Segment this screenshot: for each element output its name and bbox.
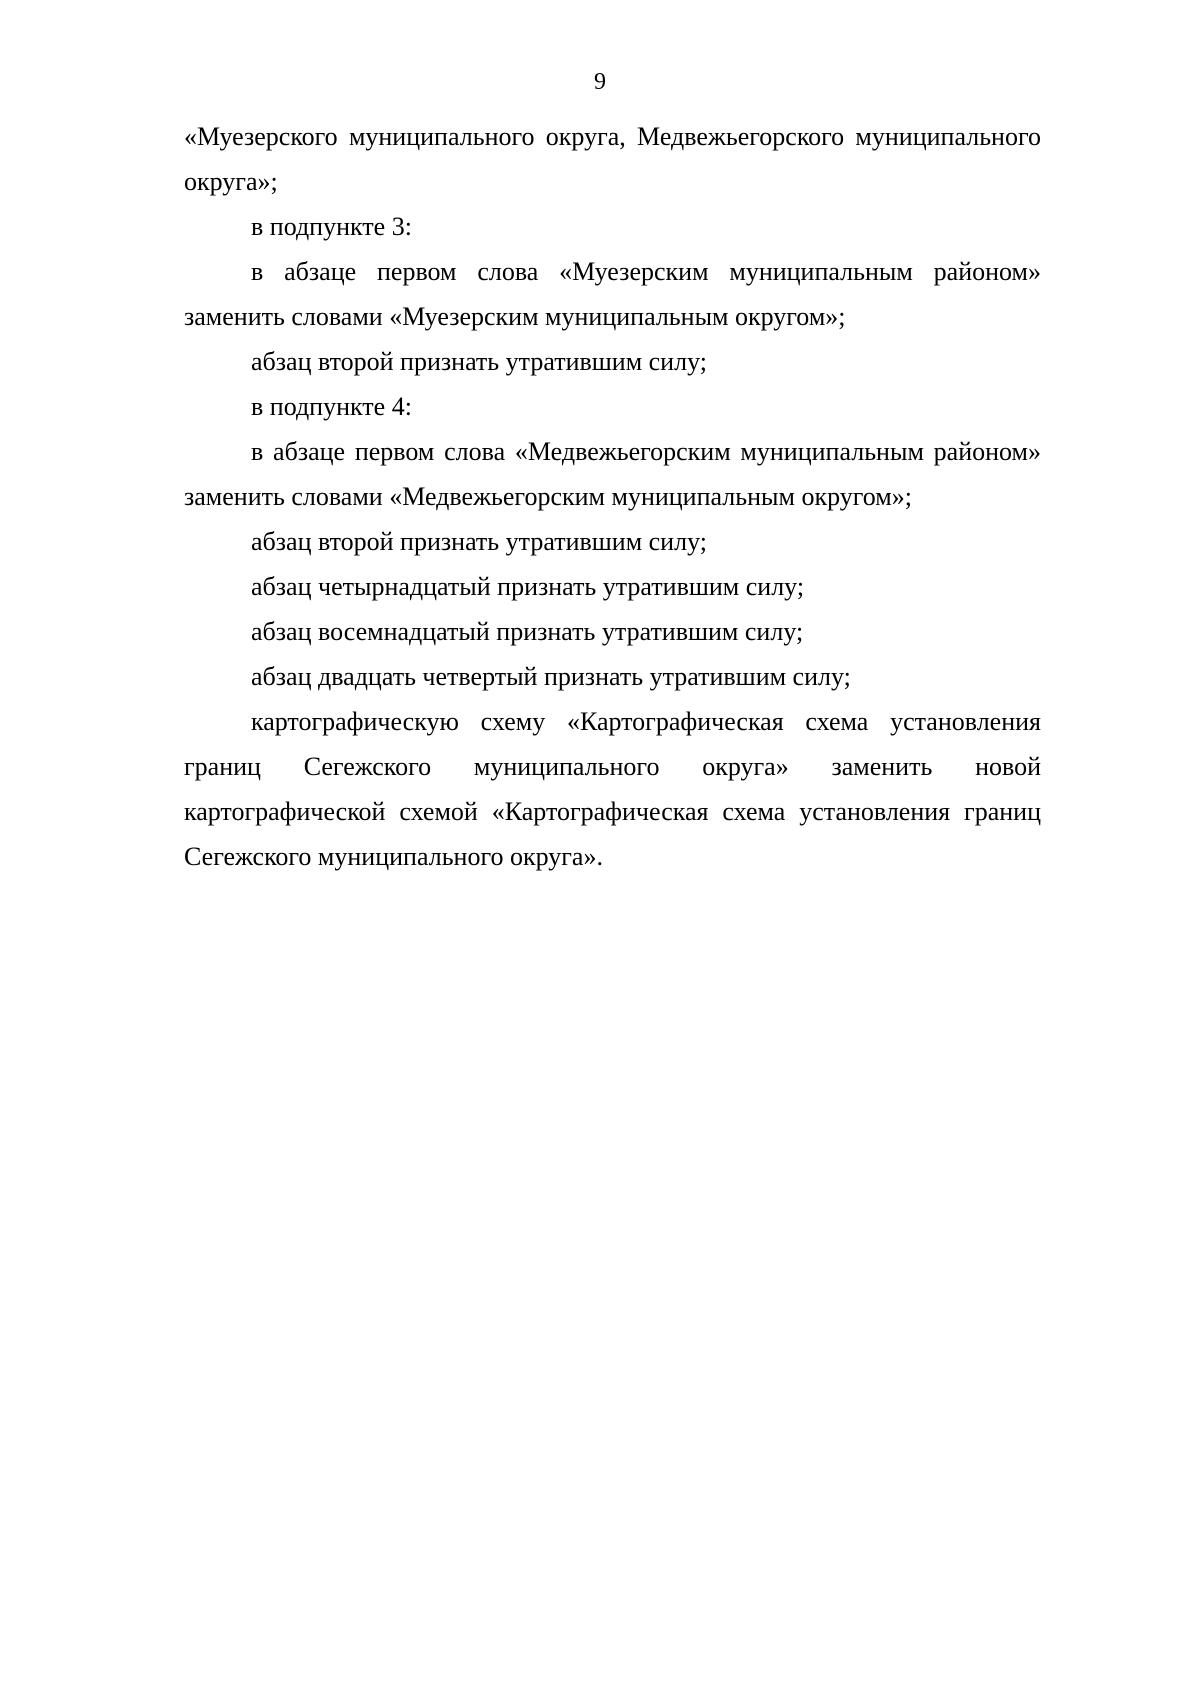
- paragraph-continuation: «Муезерского муниципального округа, Медвежьегорского муниципального округа»;: [184, 122, 1041, 196]
- paragraph-repeal-second-2: абзац второй признать утратившим силу;: [251, 527, 707, 556]
- paragraph-subclause-4: в подпункте 4:: [251, 392, 412, 421]
- paragraph-replace-map-scheme: картографическую схему «Картографическая схема установления границ Сегежского муниципального округа» заменить новой картографической схемой «Картографическая схема установления границ Сегежского муниципального округа».: [184, 707, 1041, 871]
- paragraph-replace-muezersky: в абзаце первом слова «Муезерским муниципальным районом» заменить словами «Муезерским муниципальным округом»;: [184, 257, 1041, 331]
- paragraph-repeal-twenty-fourth: абзац двадцать четвертый признать утратившим силу;: [251, 662, 851, 691]
- paragraph-replace-medvezhyegorsky: в абзаце первом слова «Медвежьегорским муниципальным районом» заменить словами «Медвежьегорским муниципальным округом»;: [184, 437, 1041, 511]
- document-body: [184, 114, 1041, 879]
- paragraph-repeal-eighteenth: абзац восемнадцатый признать утратившим силу;: [251, 617, 804, 646]
- page-number: 9: [594, 69, 606, 95]
- paragraph-repeal-second: абзац второй признать утратившим силу;: [251, 347, 707, 376]
- paragraph-subclause-3: в подпункте 3:: [251, 212, 412, 241]
- paragraph-repeal-fourteenth: абзац четырнадцатый признать утратившим силу;: [251, 572, 805, 601]
